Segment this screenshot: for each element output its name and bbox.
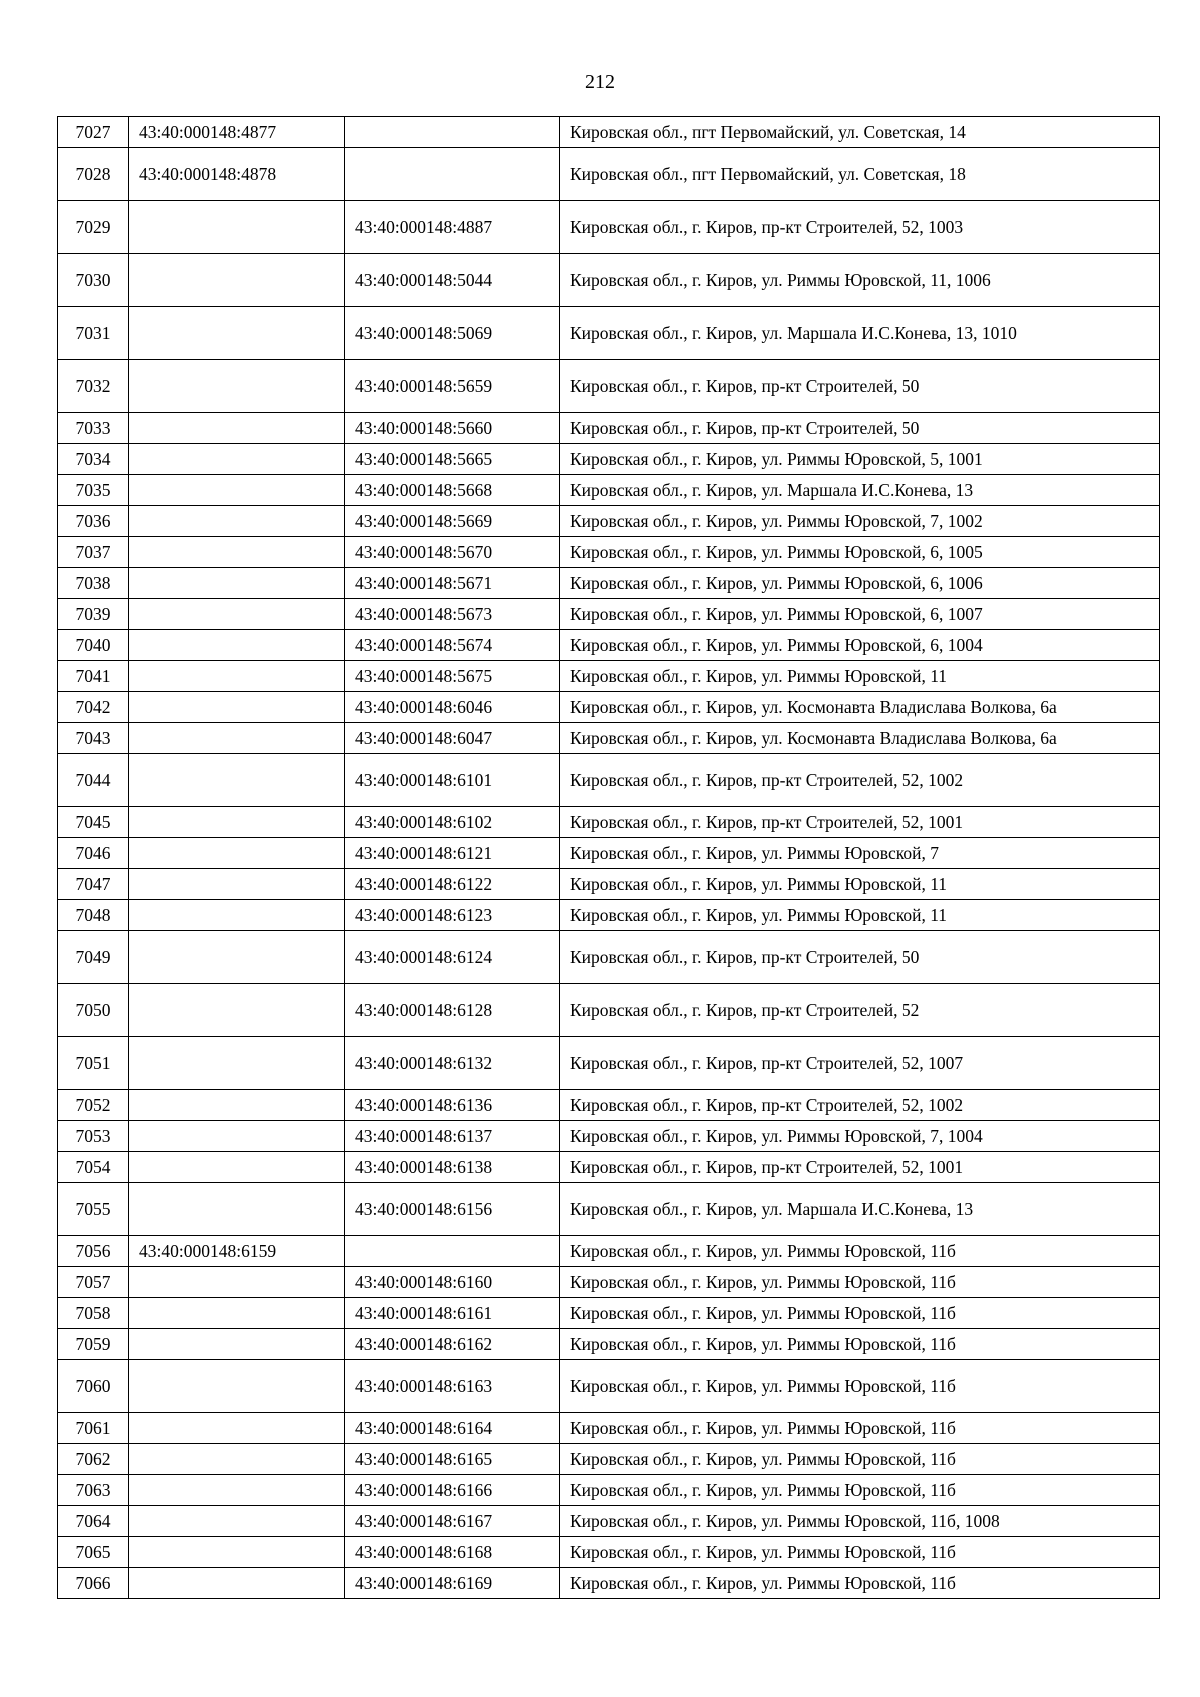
cadastral-number-cell [129,537,345,568]
cadastral-number-secondary-cell: 43:40:000148:5674 [345,630,560,661]
row-number-cell: 7057 [58,1267,129,1298]
cadastral-number-secondary-cell: 43:40:000148:6161 [345,1298,560,1329]
table-row [58,307,1160,360]
table-row [58,630,1160,661]
table-row [58,360,1160,413]
cadastral-number-secondary-cell: 43:40:000148:6122 [345,869,560,900]
table-row [58,444,1160,475]
address-cell: Кировская обл., г. Киров, пр-кт Строителей, 52, 1003 [560,201,1160,254]
cadastral-number-secondary-cell: 43:40:000148:5659 [345,360,560,413]
cadastral-number-secondary-cell: 43:40:000148:5668 [345,475,560,506]
cadastral-number-cell [129,807,345,838]
row-number-cell: 7029 [58,201,129,254]
table-row [58,1413,1160,1444]
address-cell: Кировская обл., г. Киров, ул. Маршала И.С.Конева, 13 [560,1183,1160,1236]
cadastral-number-secondary-cell: 43:40:000148:6102 [345,807,560,838]
table-row [58,1475,1160,1506]
cadastral-number-secondary-cell: 43:40:000148:5069 [345,307,560,360]
address-cell: Кировская обл., г. Киров, пр-кт Строителей, 52 [560,984,1160,1037]
table-row [58,1506,1160,1537]
cadastral-number-secondary-cell: 43:40:000148:6132 [345,1037,560,1090]
table-row [58,537,1160,568]
address-cell: Кировская обл., г. Киров, ул. Риммы Юровской, 6, 1006 [560,568,1160,599]
cadastral-number-secondary-cell: 43:40:000148:6168 [345,1537,560,1568]
cadastral-number-secondary-cell: 43:40:000148:6121 [345,838,560,869]
table-row [58,506,1160,537]
cadastral-number-secondary-cell: 43:40:000148:6165 [345,1444,560,1475]
address-cell: Кировская обл., г. Киров, ул. Риммы Юровской, 7 [560,838,1160,869]
cadastral-number-cell [129,599,345,630]
row-number-cell: 7064 [58,1506,129,1537]
row-number-cell: 7035 [58,475,129,506]
cadastral-number-secondary-cell: 43:40:000148:6169 [345,1568,560,1599]
row-number-cell: 7045 [58,807,129,838]
page-number: 212 [585,71,615,93]
table-row [58,984,1160,1037]
cadastral-number-secondary-cell: 43:40:000148:5660 [345,413,560,444]
cadastral-number-secondary-cell: 43:40:000148:5670 [345,537,560,568]
cadastral-number-cell [129,661,345,692]
cadastral-number-cell [129,869,345,900]
cadastral-number-cell [129,1090,345,1121]
row-number-cell: 7059 [58,1329,129,1360]
cadastral-number-cell [129,1475,345,1506]
row-number-cell: 7043 [58,723,129,754]
row-number-cell: 7046 [58,838,129,869]
cadastral-number-cell: 43:40:000148:6159 [129,1236,345,1267]
cadastral-number-cell [129,692,345,723]
cadastral-number-secondary-cell: 43:40:000148:5669 [345,506,560,537]
address-cell: Кировская обл., г. Киров, ул. Космонавта Владислава Волкова, 6а [560,692,1160,723]
cadastral-number-secondary-cell: 43:40:000148:6166 [345,1475,560,1506]
row-number-cell: 7031 [58,307,129,360]
row-number-cell: 7036 [58,506,129,537]
cadastral-number-secondary-cell: 43:40:000148:6163 [345,1360,560,1413]
table-row [58,1183,1160,1236]
cadastral-number-cell [129,1183,345,1236]
row-number-cell: 7061 [58,1413,129,1444]
address-cell: Кировская обл., г. Киров, пр-кт Строителей, 52, 1002 [560,1090,1160,1121]
row-number-cell: 7044 [58,754,129,807]
row-number-cell: 7034 [58,444,129,475]
cadastral-number-cell [129,1298,345,1329]
address-cell: Кировская обл., г. Киров, ул. Маршала И.С.Конева, 13, 1010 [560,307,1160,360]
address-cell: Кировская обл., пгт Первомайский, ул. Советская, 18 [560,148,1160,201]
table-row [58,1360,1160,1413]
cadastral-number-secondary-cell: 43:40:000148:5671 [345,568,560,599]
table-row [58,807,1160,838]
table-row [58,1236,1160,1267]
table-row [58,1329,1160,1360]
address-cell: Кировская обл., г. Киров, ул. Риммы Юровской, 11б [560,1236,1160,1267]
address-cell: Кировская обл., г. Киров, пр-кт Строителей, 50 [560,413,1160,444]
cadastral-number-cell [129,1267,345,1298]
table-row [58,117,1160,148]
cadastral-number-cell [129,475,345,506]
row-number-cell: 7040 [58,630,129,661]
table-row [58,1090,1160,1121]
row-number-cell: 7042 [58,692,129,723]
cadastral-number-secondary-cell: 43:40:000148:6124 [345,931,560,984]
address-cell: Кировская обл., г. Киров, ул. Риммы Юровской, 11б [560,1360,1160,1413]
cadastral-number-secondary-cell: 43:40:000148:6101 [345,754,560,807]
cadastral-number-cell [129,1413,345,1444]
table-row [58,1037,1160,1090]
address-cell: Кировская обл., г. Киров, пр-кт Строителей, 52, 1007 [560,1037,1160,1090]
cadastral-number-secondary-cell: 43:40:000148:6167 [345,1506,560,1537]
table-row [58,661,1160,692]
cadastral-number-secondary-cell: 43:40:000148:6128 [345,984,560,1037]
address-cell: Кировская обл., г. Киров, ул. Риммы Юровской, 11б [560,1444,1160,1475]
table-row [58,1568,1160,1599]
table-row [58,1152,1160,1183]
cadastral-number-cell [129,1506,345,1537]
cadastral-number-cell: 43:40:000148:4878 [129,148,345,201]
cadastral-number-secondary-cell: 43:40:000148:6137 [345,1121,560,1152]
table-row [58,1537,1160,1568]
row-number-cell: 7032 [58,360,129,413]
cadastral-number-cell [129,307,345,360]
cadastral-number-secondary-cell: 43:40:000148:6162 [345,1329,560,1360]
cadastral-number-cell [129,984,345,1037]
table-row [58,475,1160,506]
row-number-cell: 7033 [58,413,129,444]
cadastral-number-secondary-cell: 43:40:000148:6138 [345,1152,560,1183]
address-cell: Кировская обл., г. Киров, ул. Риммы Юровской, 11б [560,1298,1160,1329]
table-row [58,900,1160,931]
cadastral-number-cell [129,1360,345,1413]
cadastral-number-cell [129,1568,345,1599]
address-cell: Кировская обл., г. Киров, пр-кт Строителей, 50 [560,360,1160,413]
row-number-cell: 7049 [58,931,129,984]
table-row [58,692,1160,723]
row-number-cell: 7037 [58,537,129,568]
address-cell: Кировская обл., г. Киров, ул. Риммы Юровской, 11б [560,1475,1160,1506]
table-row [58,838,1160,869]
address-cell: Кировская обл., г. Киров, пр-кт Строителей, 52, 1001 [560,1152,1160,1183]
address-cell: Кировская обл., г. Киров, ул. Риммы Юровской, 7, 1004 [560,1121,1160,1152]
address-cell: Кировская обл., г. Киров, ул. Риммы Юровской, 11б [560,1537,1160,1568]
cadastral-number-secondary-cell: 43:40:000148:6164 [345,1413,560,1444]
address-cell: Кировская обл., г. Киров, ул. Риммы Юровской, 7, 1002 [560,506,1160,537]
cadastral-number-cell: 43:40:000148:4877 [129,117,345,148]
cadastral-number-cell [129,413,345,444]
cadastral-number-secondary-cell: 43:40:000148:6160 [345,1267,560,1298]
row-number-cell: 7050 [58,984,129,1037]
cadastral-number-cell [129,568,345,599]
table-row [58,413,1160,444]
row-number-cell: 7053 [58,1121,129,1152]
cadastral-number-secondary-cell: 43:40:000148:6046 [345,692,560,723]
table-row [58,1298,1160,1329]
cadastral-number-secondary-cell: 43:40:000148:6156 [345,1183,560,1236]
cadastral-number-cell [129,360,345,413]
row-number-cell: 7058 [58,1298,129,1329]
row-number-cell: 7066 [58,1568,129,1599]
address-cell: Кировская обл., г. Киров, ул. Риммы Юровской, 11б [560,1413,1160,1444]
address-cell: Кировская обл., г. Киров, ул. Риммы Юровской, 11б [560,1568,1160,1599]
table-row [58,254,1160,307]
table-row [58,1444,1160,1475]
row-number-cell: 7028 [58,148,129,201]
cadastral-number-secondary-cell: 43:40:000148:5044 [345,254,560,307]
address-cell: Кировская обл., г. Киров, пр-кт Строителей, 52, 1001 [560,807,1160,838]
row-number-cell: 7060 [58,1360,129,1413]
table-row [58,869,1160,900]
registry-table-body [58,117,1160,1599]
cadastral-number-cell [129,838,345,869]
row-number-cell: 7027 [58,117,129,148]
table-row [58,1121,1160,1152]
table-row [58,201,1160,254]
cadastral-number-secondary-cell: 43:40:000148:5665 [345,444,560,475]
cadastral-number-secondary-cell: 43:40:000148:6123 [345,900,560,931]
table-row [58,568,1160,599]
row-number-cell: 7056 [58,1236,129,1267]
address-cell: Кировская обл., г. Киров, ул. Риммы Юровской, 11б [560,1329,1160,1360]
row-number-cell: 7038 [58,568,129,599]
cadastral-number-cell [129,1329,345,1360]
row-number-cell: 7041 [58,661,129,692]
cadastral-number-cell [129,1121,345,1152]
cadastral-number-cell [129,723,345,754]
table-row [58,931,1160,984]
address-cell: Кировская обл., г. Киров, пр-кт Строителей, 52, 1002 [560,754,1160,807]
cadastral-number-secondary-cell: 43:40:000148:4887 [345,201,560,254]
cadastral-number-cell [129,754,345,807]
cadastral-number-secondary-cell [345,148,560,201]
row-number-cell: 7052 [58,1090,129,1121]
cadastral-number-cell [129,444,345,475]
cadastral-number-secondary-cell: 43:40:000148:5673 [345,599,560,630]
cadastral-number-cell [129,900,345,931]
cadastral-number-secondary-cell [345,1236,560,1267]
table-row [58,754,1160,807]
address-cell: Кировская обл., г. Киров, ул. Риммы Юровской, 6, 1007 [560,599,1160,630]
row-number-cell: 7055 [58,1183,129,1236]
row-number-cell: 7054 [58,1152,129,1183]
registry-table [57,116,1160,1599]
row-number-cell: 7048 [58,900,129,931]
address-cell: Кировская обл., г. Киров, ул. Риммы Юровской, 5, 1001 [560,444,1160,475]
cadastral-number-secondary-cell: 43:40:000148:6136 [345,1090,560,1121]
row-number-cell: 7062 [58,1444,129,1475]
address-cell: Кировская обл., г. Киров, пр-кт Строителей, 50 [560,931,1160,984]
address-cell: Кировская обл., пгт Первомайский, ул. Советская, 14 [560,117,1160,148]
address-cell: Кировская обл., г. Киров, ул. Космонавта Владислава Волкова, 6а [560,723,1160,754]
address-cell: Кировская обл., г. Киров, ул. Риммы Юровской, 6, 1005 [560,537,1160,568]
cadastral-number-cell [129,630,345,661]
address-cell: Кировская обл., г. Киров, ул. Риммы Юровской, 11, 1006 [560,254,1160,307]
row-number-cell: 7065 [58,1537,129,1568]
address-cell: Кировская обл., г. Киров, ул. Риммы Юровской, 11 [560,869,1160,900]
cadastral-number-cell [129,1037,345,1090]
table-row [58,723,1160,754]
address-cell: Кировская обл., г. Киров, ул. Риммы Юровской, 11 [560,900,1160,931]
row-number-cell: 7047 [58,869,129,900]
row-number-cell: 7030 [58,254,129,307]
table-row [58,599,1160,630]
row-number-cell: 7051 [58,1037,129,1090]
cadastral-number-cell [129,1537,345,1568]
row-number-cell: 7039 [58,599,129,630]
cadastral-number-secondary-cell: 43:40:000148:6047 [345,723,560,754]
cadastral-number-cell [129,931,345,984]
cadastral-number-cell [129,1444,345,1475]
address-cell: Кировская обл., г. Киров, ул. Маршала И.С.Конева, 13 [560,475,1160,506]
address-cell: Кировская обл., г. Киров, ул. Риммы Юровской, 6, 1004 [560,630,1160,661]
row-number-cell: 7063 [58,1475,129,1506]
cadastral-number-secondary-cell [345,117,560,148]
cadastral-number-cell [129,506,345,537]
table-row [58,1267,1160,1298]
cadastral-number-cell [129,201,345,254]
address-cell: Кировская обл., г. Киров, ул. Риммы Юровской, 11б, 1008 [560,1506,1160,1537]
cadastral-number-cell [129,254,345,307]
cadastral-number-cell [129,1152,345,1183]
cadastral-number-secondary-cell: 43:40:000148:5675 [345,661,560,692]
address-cell: Кировская обл., г. Киров, ул. Риммы Юровской, 11 [560,661,1160,692]
address-cell: Кировская обл., г. Киров, ул. Риммы Юровской, 11б [560,1267,1160,1298]
table-row [58,148,1160,201]
